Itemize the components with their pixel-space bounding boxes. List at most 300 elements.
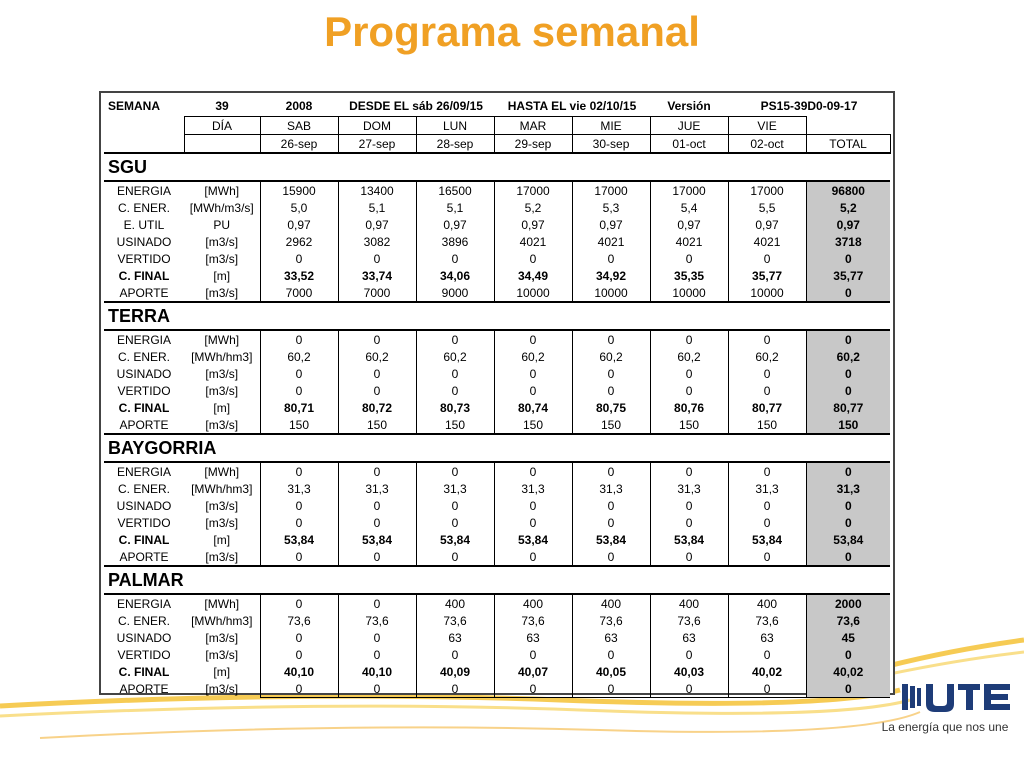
value-cell: 0,97 xyxy=(416,216,494,233)
value-cell: 31,3 xyxy=(572,480,650,497)
value-cell: 5,5 xyxy=(728,199,806,216)
value-cell: 0 xyxy=(572,330,650,348)
table-row xyxy=(104,480,890,497)
value-cell: 0 xyxy=(494,497,572,514)
year: 2008 xyxy=(285,99,313,113)
row-unit: [m3/s] xyxy=(205,681,239,696)
value-cell: 63 xyxy=(416,629,494,646)
day-date-2: 28-sep xyxy=(416,135,494,154)
table-row xyxy=(104,462,890,480)
value-cell: 0 xyxy=(416,497,494,514)
value-cell: 0 xyxy=(338,514,416,531)
weekly-program-sheet xyxy=(99,91,895,695)
value-cell: 63 xyxy=(494,629,572,646)
table-row xyxy=(104,267,890,284)
section-header xyxy=(104,302,890,330)
row-label: ENERGIA xyxy=(104,330,184,348)
value-cell: 60,2 xyxy=(728,348,806,365)
value-cell: 80,75 xyxy=(572,399,650,416)
value-cell: 3896 xyxy=(416,233,494,250)
row-unit: [m3/s] xyxy=(205,383,239,398)
value-cell: 63 xyxy=(728,629,806,646)
value-cell: 17000 xyxy=(572,181,650,199)
row-unit: [m3/s] xyxy=(205,498,239,513)
value-cell: 4021 xyxy=(728,233,806,250)
value-cell: 0 xyxy=(260,497,338,514)
row-label: USINADO xyxy=(116,498,172,513)
ute-logo-icon xyxy=(902,680,1012,714)
row-unit: [m3/s] xyxy=(205,630,239,645)
value-cell: 31,3 xyxy=(650,480,728,497)
row-unit: [m3/s] xyxy=(205,647,239,662)
row-unit: [m3/s] xyxy=(205,366,239,381)
value-cell: 73,6 xyxy=(494,612,572,629)
table-row xyxy=(104,531,890,548)
value-cell: 0 xyxy=(338,646,416,663)
row-label: VERTIDO xyxy=(117,515,171,530)
value-cell: 5,2 xyxy=(494,199,572,216)
value-cell: 0 xyxy=(728,462,806,480)
value-cell: 53,84 xyxy=(260,531,338,548)
row-unit: [MWh] xyxy=(184,462,260,480)
value-cell: 5,3 xyxy=(572,199,650,216)
value-cell: 33,74 xyxy=(338,267,416,284)
value-cell: 9000 xyxy=(416,284,494,302)
row-label: C. FINAL xyxy=(118,400,170,415)
section-name: SGU xyxy=(104,153,890,181)
value-cell: 40,10 xyxy=(338,663,416,680)
value-cell: 0,97 xyxy=(260,216,338,233)
blank-cell xyxy=(184,135,260,154)
desde-label: DESDE EL sáb 26/09/15 xyxy=(349,99,483,113)
value-cell: 0,97 xyxy=(572,216,650,233)
total-cell: 0 xyxy=(806,680,890,698)
value-cell: 60,2 xyxy=(338,348,416,365)
value-cell: 0 xyxy=(572,680,650,698)
table-row xyxy=(104,399,890,416)
table-row xyxy=(104,233,890,250)
total-cell: 0 xyxy=(806,284,890,302)
value-cell: 31,3 xyxy=(260,480,338,497)
value-cell: 0 xyxy=(650,680,728,698)
value-cell: 2962 xyxy=(260,233,338,250)
table-row xyxy=(104,284,890,302)
row-label: C. FINAL xyxy=(118,664,170,679)
value-cell: 53,84 xyxy=(416,531,494,548)
day-name-2: LUN xyxy=(416,117,494,135)
row-label: USINADO xyxy=(116,630,172,645)
version-code: PS15-39D0-09-17 xyxy=(760,99,858,113)
table-row xyxy=(104,663,890,680)
value-cell: 17000 xyxy=(494,181,572,199)
value-cell: 0 xyxy=(650,382,728,399)
value-cell: 0 xyxy=(494,462,572,480)
value-cell: 400 xyxy=(728,594,806,612)
value-cell: 0 xyxy=(338,250,416,267)
value-cell: 60,2 xyxy=(260,348,338,365)
value-cell: 0 xyxy=(416,514,494,531)
value-cell: 16500 xyxy=(416,181,494,199)
value-cell: 0 xyxy=(338,330,416,348)
value-cell: 0,97 xyxy=(728,216,806,233)
value-cell: 31,3 xyxy=(338,480,416,497)
value-cell: 0 xyxy=(572,382,650,399)
value-cell: 0,97 xyxy=(338,216,416,233)
value-cell: 5,4 xyxy=(650,199,728,216)
table-row xyxy=(104,330,890,348)
table-row xyxy=(104,548,890,566)
row-unit: [MWh] xyxy=(184,181,260,199)
value-cell: 0 xyxy=(494,365,572,382)
header-row-daynames xyxy=(104,117,890,135)
row-unit: [m] xyxy=(213,268,231,283)
section-name: TERRA xyxy=(104,302,890,330)
value-cell: 0 xyxy=(572,497,650,514)
value-cell: 150 xyxy=(338,416,416,434)
total-cell: 40,02 xyxy=(806,663,890,680)
value-cell: 73,6 xyxy=(650,612,728,629)
value-cell: 34,49 xyxy=(494,267,572,284)
section-name: PALMAR xyxy=(104,566,890,594)
table-row xyxy=(104,382,890,399)
value-cell: 35,35 xyxy=(650,267,728,284)
header-row-week xyxy=(104,96,890,117)
value-cell: 0 xyxy=(260,514,338,531)
total-cell: 35,77 xyxy=(806,267,890,284)
table-row xyxy=(104,497,890,514)
value-cell: 0 xyxy=(728,382,806,399)
row-unit: [m3/s] xyxy=(205,285,239,300)
table-row xyxy=(104,629,890,646)
section-header xyxy=(104,434,890,462)
total-cell: 0,97 xyxy=(806,216,890,233)
value-cell: 40,10 xyxy=(260,663,338,680)
blank-cell xyxy=(806,117,890,135)
value-cell: 0 xyxy=(494,250,572,267)
value-cell: 80,76 xyxy=(650,399,728,416)
value-cell: 7000 xyxy=(260,284,338,302)
value-cell: 5,1 xyxy=(416,199,494,216)
value-cell: 80,73 xyxy=(416,399,494,416)
value-cell: 150 xyxy=(728,416,806,434)
day-name-4: MIE xyxy=(572,117,650,135)
value-cell: 0 xyxy=(728,250,806,267)
value-cell: 0 xyxy=(650,365,728,382)
day-name-6: VIE xyxy=(728,117,806,135)
total-cell: 0 xyxy=(806,514,890,531)
total-cell: 0 xyxy=(806,365,890,382)
row-unit: [m3/s] xyxy=(205,515,239,530)
value-cell: 10000 xyxy=(572,284,650,302)
value-cell: 0 xyxy=(650,514,728,531)
row-label: VERTIDO xyxy=(117,647,171,662)
row-label: E. UTIL xyxy=(123,217,165,232)
header-row-dates xyxy=(104,135,890,154)
blank-cell xyxy=(104,135,184,154)
value-cell: 15900 xyxy=(260,181,338,199)
value-cell: 400 xyxy=(494,594,572,612)
row-label: VERTIDO xyxy=(117,251,171,266)
value-cell: 400 xyxy=(416,594,494,612)
value-cell: 80,72 xyxy=(338,399,416,416)
value-cell: 73,6 xyxy=(338,612,416,629)
total-cell: 0 xyxy=(806,330,890,348)
row-unit: [MWh/hm3] xyxy=(191,613,253,628)
value-cell: 40,03 xyxy=(650,663,728,680)
value-cell: 150 xyxy=(650,416,728,434)
value-cell: 0 xyxy=(260,365,338,382)
value-cell: 53,84 xyxy=(728,531,806,548)
value-cell: 35,77 xyxy=(728,267,806,284)
value-cell: 10000 xyxy=(728,284,806,302)
value-cell: 4021 xyxy=(650,233,728,250)
value-cell: 80,74 xyxy=(494,399,572,416)
row-unit: [m3/s] xyxy=(205,417,239,432)
table-row xyxy=(104,416,890,434)
day-date-6: 02-oct xyxy=(728,135,806,154)
row-unit: [MWh] xyxy=(184,330,260,348)
day-name-0: SAB xyxy=(260,117,338,135)
value-cell: 0 xyxy=(338,548,416,566)
row-unit: [MWh/hm3] xyxy=(191,349,253,364)
table-row xyxy=(104,365,890,382)
row-label: C. ENER. xyxy=(117,349,170,364)
value-cell: 0 xyxy=(416,680,494,698)
value-cell: 0 xyxy=(572,365,650,382)
table-row xyxy=(104,612,890,629)
value-cell: 73,6 xyxy=(728,612,806,629)
value-cell: 0 xyxy=(260,250,338,267)
row-label: C. ENER. xyxy=(117,200,170,215)
value-cell: 0 xyxy=(494,646,572,663)
row-label: APORTE xyxy=(119,417,169,432)
value-cell: 0 xyxy=(260,594,338,612)
row-label: C. ENER. xyxy=(117,613,170,628)
value-cell: 73,6 xyxy=(260,612,338,629)
value-cell: 0 xyxy=(338,594,416,612)
value-cell: 0 xyxy=(338,629,416,646)
row-label: APORTE xyxy=(119,285,169,300)
row-label: USINADO xyxy=(116,234,172,249)
table-row xyxy=(104,199,890,216)
value-cell: 0 xyxy=(572,548,650,566)
table-row xyxy=(104,181,890,199)
value-cell: 60,2 xyxy=(494,348,572,365)
total-cell: 0 xyxy=(806,382,890,399)
value-cell: 0 xyxy=(572,514,650,531)
total-cell: 0 xyxy=(806,646,890,663)
hasta-label: HASTA EL vie 02/10/15 xyxy=(507,99,637,113)
day-name-1: DOM xyxy=(338,117,416,135)
value-cell: 5,1 xyxy=(338,199,416,216)
total-cell: 96800 xyxy=(806,181,890,199)
value-cell: 31,3 xyxy=(416,480,494,497)
value-cell: 63 xyxy=(650,629,728,646)
table-row xyxy=(104,646,890,663)
table-row xyxy=(104,250,890,267)
row-label: C. FINAL xyxy=(118,268,170,283)
weekly-program-table xyxy=(104,96,891,698)
value-cell: 0 xyxy=(650,250,728,267)
value-cell: 80,77 xyxy=(728,399,806,416)
value-cell: 40,09 xyxy=(416,663,494,680)
value-cell: 73,6 xyxy=(572,612,650,629)
value-cell: 0 xyxy=(728,548,806,566)
value-cell: 13400 xyxy=(338,181,416,199)
day-date-0: 26-sep xyxy=(260,135,338,154)
value-cell: 0 xyxy=(494,548,572,566)
value-cell: 0 xyxy=(416,250,494,267)
value-cell: 31,3 xyxy=(494,480,572,497)
total-cell: 45 xyxy=(806,629,890,646)
value-cell: 17000 xyxy=(728,181,806,199)
value-cell: 7000 xyxy=(338,284,416,302)
row-unit: [MWh] xyxy=(184,594,260,612)
semana-label: SEMANA xyxy=(108,99,161,114)
day-date-3: 29-sep xyxy=(494,135,572,154)
value-cell: 0 xyxy=(260,462,338,480)
row-label: APORTE xyxy=(119,681,169,696)
value-cell: 53,84 xyxy=(650,531,728,548)
value-cell: 0 xyxy=(260,646,338,663)
total-label: TOTAL xyxy=(806,135,890,154)
value-cell: 0 xyxy=(494,382,572,399)
total-cell: 3718 xyxy=(806,233,890,250)
value-cell: 60,2 xyxy=(572,348,650,365)
value-cell: 31,3 xyxy=(728,480,806,497)
total-cell: 0 xyxy=(806,462,890,480)
value-cell: 0 xyxy=(338,365,416,382)
row-label: C. ENER. xyxy=(117,481,170,496)
total-cell: 60,2 xyxy=(806,348,890,365)
table-row xyxy=(104,514,890,531)
value-cell: 0 xyxy=(494,514,572,531)
section-header xyxy=(104,566,890,594)
row-label: VERTIDO xyxy=(117,383,171,398)
value-cell: 0 xyxy=(416,646,494,663)
value-cell: 400 xyxy=(650,594,728,612)
value-cell: 0 xyxy=(572,250,650,267)
value-cell: 0 xyxy=(260,629,338,646)
value-cell: 40,05 xyxy=(572,663,650,680)
value-cell: 0 xyxy=(728,680,806,698)
value-cell: 0 xyxy=(260,330,338,348)
value-cell: 0 xyxy=(728,365,806,382)
value-cell: 0 xyxy=(728,646,806,663)
table-row xyxy=(104,594,890,612)
table-row xyxy=(104,216,890,233)
value-cell: 0 xyxy=(338,680,416,698)
total-cell: 0 xyxy=(806,250,890,267)
value-cell: 34,92 xyxy=(572,267,650,284)
semana-number: 39 xyxy=(215,99,229,113)
total-cell: 31,3 xyxy=(806,480,890,497)
value-cell: 5,0 xyxy=(260,199,338,216)
row-unit: PU xyxy=(213,217,231,232)
total-cell: 0 xyxy=(806,497,890,514)
value-cell: 60,2 xyxy=(416,348,494,365)
value-cell: 33,52 xyxy=(260,267,338,284)
brand-slogan: La energía que nos une xyxy=(881,720,1009,734)
value-cell: 0 xyxy=(260,382,338,399)
value-cell: 150 xyxy=(572,416,650,434)
value-cell: 0,97 xyxy=(494,216,572,233)
row-unit: [MWh/m3/s] xyxy=(189,200,254,215)
value-cell: 0 xyxy=(260,548,338,566)
total-cell: 5,2 xyxy=(806,199,890,216)
value-cell: 10000 xyxy=(650,284,728,302)
value-cell: 0 xyxy=(650,330,728,348)
value-cell: 0 xyxy=(650,548,728,566)
row-unit: [m] xyxy=(213,400,231,415)
value-cell: 0 xyxy=(416,462,494,480)
table-body xyxy=(104,96,890,698)
row-label: C. FINAL xyxy=(118,532,170,547)
row-unit: [m3/s] xyxy=(205,251,239,266)
value-cell: 53,84 xyxy=(572,531,650,548)
value-cell: 0 xyxy=(572,462,650,480)
value-cell: 0 xyxy=(572,646,650,663)
row-unit: [m3/s] xyxy=(205,549,239,564)
value-cell: 0 xyxy=(650,497,728,514)
value-cell: 60,2 xyxy=(650,348,728,365)
total-cell: 53,84 xyxy=(806,531,890,548)
value-cell: 10000 xyxy=(494,284,572,302)
value-cell: 53,84 xyxy=(338,531,416,548)
value-cell: 17000 xyxy=(650,181,728,199)
total-cell: 2000 xyxy=(806,594,890,612)
row-label: ENERGIA xyxy=(104,181,184,199)
row-unit: [m] xyxy=(213,664,231,679)
total-cell: 80,77 xyxy=(806,399,890,416)
section-header xyxy=(104,153,890,181)
value-cell: 80,71 xyxy=(260,399,338,416)
value-cell: 400 xyxy=(572,594,650,612)
day-date-4: 30-sep xyxy=(572,135,650,154)
value-cell: 40,07 xyxy=(494,663,572,680)
value-cell: 53,84 xyxy=(494,531,572,548)
value-cell: 150 xyxy=(416,416,494,434)
row-unit: [MWh/hm3] xyxy=(191,481,253,496)
row-unit: [m3/s] xyxy=(205,234,239,249)
row-label: ENERGIA xyxy=(104,462,184,480)
version-label: Versión xyxy=(667,99,711,113)
total-cell: 150 xyxy=(806,416,890,434)
dia-label: DÍA xyxy=(184,117,260,135)
row-label: APORTE xyxy=(119,549,169,564)
value-cell: 0 xyxy=(728,514,806,531)
value-cell: 0 xyxy=(494,680,572,698)
value-cell: 0 xyxy=(338,462,416,480)
blank-cell xyxy=(104,117,184,135)
value-cell: 4021 xyxy=(494,233,572,250)
value-cell: 4021 xyxy=(572,233,650,250)
value-cell: 3082 xyxy=(338,233,416,250)
table-row xyxy=(104,348,890,365)
row-label: USINADO xyxy=(116,366,172,381)
value-cell: 150 xyxy=(260,416,338,434)
value-cell: 0 xyxy=(338,497,416,514)
value-cell: 0 xyxy=(728,497,806,514)
total-cell: 73,6 xyxy=(806,612,890,629)
value-cell: 0 xyxy=(728,330,806,348)
value-cell: 0 xyxy=(338,382,416,399)
section-name: BAYGORRIA xyxy=(104,434,890,462)
value-cell: 40,02 xyxy=(728,663,806,680)
value-cell: 0,97 xyxy=(650,216,728,233)
day-name-3: MAR xyxy=(494,117,572,135)
table-row xyxy=(104,680,890,698)
